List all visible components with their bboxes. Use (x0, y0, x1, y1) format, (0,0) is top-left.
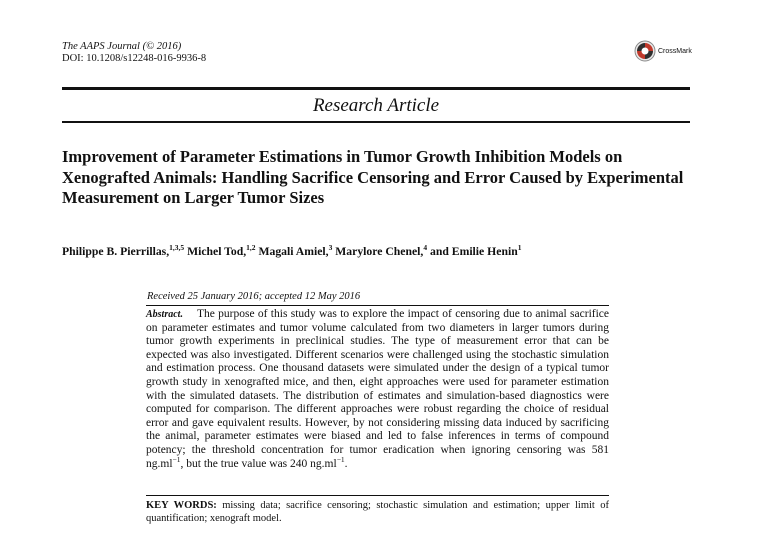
author-name: Marylore Chenel, (335, 244, 424, 258)
doi: DOI: 10.1208/s12248-016-9936-8 (62, 53, 207, 64)
received-dates: Received 25 January 2016; accepted 12 May 2016 (147, 291, 361, 302)
top-rule (62, 87, 690, 90)
crossmark-badge[interactable] (634, 40, 692, 62)
author-affiliation: 3 (328, 243, 333, 252)
abstract-label: Abstract. (146, 309, 183, 320)
crossmark-icon (634, 40, 656, 62)
abstract-bottom-rule (146, 495, 609, 496)
author-name: Philippe B. Pierrillas, (62, 244, 170, 258)
keywords-label: KEY WORDS: (146, 500, 217, 511)
abstract (146, 308, 609, 471)
journal-meta (62, 41, 206, 65)
author-name: Magali Amiel, (258, 244, 329, 258)
author-name: Michel Tod, (187, 244, 247, 258)
author-name: and Emilie Henin (430, 244, 518, 258)
keywords-text: missing data; sacrifice censoring; stochastic simulation and estimation; upper limit of quantification; xenograft model. (146, 500, 610, 524)
author-affiliation: 1,2 (246, 243, 256, 252)
author-list (62, 243, 702, 258)
abstract-text: . (344, 457, 348, 470)
bottom-rule (62, 121, 690, 123)
journal-year: (© 2016) (142, 41, 182, 52)
article-title: Improvement of Parameter Estimations in Tumor Growth Inhibition Models on Xenografted Animals: Handling Sacrifice Censoring and Error Caused by Experimental Measurement on Larger Tumor Sizes (62, 147, 684, 207)
author-affiliation: 1,3,5 (169, 243, 185, 252)
journal-name: The AAPS Journal (62, 41, 140, 52)
author-affiliation: 4 (423, 243, 428, 252)
abstract-top-rule (146, 305, 609, 306)
author-affiliation: 1 (517, 243, 522, 252)
unit-superscript: −1 (172, 454, 181, 464)
unit-superscript: −1 (336, 454, 345, 464)
abstract-text: , but the true value was 240 ng.ml (180, 457, 337, 470)
abstract-text: The purpose of this study was to explore the impact of censoring due to animal sacrifice on parameter estimates and tumor volume calculated from two diameters in larger tumors during tumor growth experiments in preclinical studies. The type of measurement error that can be expected was also investigated. Different scenarios were challenged using the stochastic simulation and estimation process. One thousand datasets were simulated under the design of a typical tumor growth study in xenografted mice, and then, eight approaches were used for parameter estimation with the simulated datasets. The distribution of estimates and simulation-based diagnostics were computed for comparison. The different approaches were robust regarding the choice of residual error and gave equivalent results. However, by not considering missing data induced by sacrificing the animal, parameter estimates were biased and led to false inferences in terms of compound potency; the threshold concentration for tumor eradication when ignoring censoring was 581 ng.ml (146, 308, 609, 470)
article-type: Research Article (312, 95, 440, 116)
crossmark-label: CrossMark (658, 47, 692, 55)
keywords (146, 499, 609, 525)
